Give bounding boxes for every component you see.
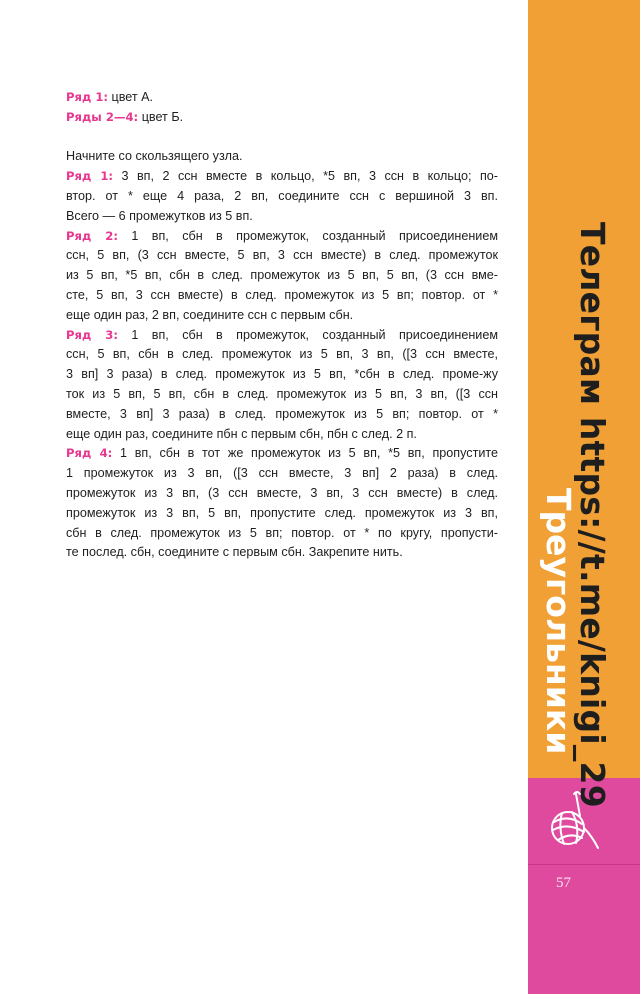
intro-rows2-4: Ряды 2—4: цвет Б. — [66, 109, 184, 124]
row3-line: Ряд 3: 1 вп, сбн в промежуток, созданный присоединением — [66, 327, 498, 342]
row4-line: промежуток из 3 вп, (3 ссн вместе, 3 вп, 3 ссн вместе) в след. — [66, 485, 498, 500]
row-label: Ряд 1: — [66, 90, 109, 104]
row-label: Ряд 4: — [66, 446, 113, 461]
row3-line: 3 вп] 3 раза) в след. промежуток из 5 вп, *сбн в след. проме-жу — [66, 367, 498, 382]
yarn-ball-hook-icon — [534, 786, 606, 858]
row2-line: ссн, 5 вп, (3 ссн вместе, 5 вп, 3 ссн вместе) в след. промежуток — [66, 248, 498, 263]
row-label: Ряды 2—4: — [66, 109, 139, 124]
row2-line: из 5 вп, *5 вп, сбн в след. промежуток из 5 вп, 5 вп, (3 ссн вме- — [66, 268, 498, 283]
start-instruction: Начните со скользящего узла. — [66, 149, 243, 164]
intro-row1: Ряд 1: цвет А. — [66, 90, 154, 104]
row4-line: 1 промежуток из 3 вп, ([3 ссн вместе, 3 вп] 2 раза) в след. — [66, 466, 498, 481]
row1-line: Ряд 1: 3 вп, 2 ссн вместе в кольцо, *5 вп, 3 ссн в кольцо; по- — [66, 169, 499, 184]
row3-line: вместе, 3 вп] 3 раза) в след. промежуток из 5 вп; повтор. от * — [66, 406, 498, 421]
row4-line: промежуток из 3 вп, 5 вп, пропустите след. промежуток из 3 вп, — [66, 505, 498, 520]
row1-line: Всего — 6 промежутков из 5 вп. — [66, 208, 253, 223]
row-label: Ряд 2: — [66, 228, 118, 243]
row-label: Ряд 3: — [66, 327, 118, 342]
row2-line: еще один раз, 2 вп, соедините ссн с первым сбн. — [66, 307, 354, 322]
pattern-text — [66, 88, 498, 563]
row2-line: Ряд 2: 1 вп, сбн в промежуток, созданный присоединением — [66, 228, 498, 243]
page-number: 57 — [556, 875, 571, 891]
row2-line: сте, 5 вп, 3 ссн вместе) в след. промежуток из 5 вп; повтор. от * — [66, 287, 498, 302]
row-label: Ряд 1: — [66, 169, 114, 184]
row3-line: ссн, 5 вп, сбн в след. промежуток из 5 вп, 3 вп, ([3 ссн вместе, — [66, 347, 498, 362]
telegram-link-text[interactable]: Телеграм https://t.me/knigi_29 — [573, 222, 612, 808]
row4-line: Ряд 4: 1 вп, сбн в тот же промежуток из 5 вп, *5 вп, пропустите — [66, 446, 499, 461]
row3-line: еще один раз, соедините пбн с первым сбн, пбн с след. 2 п. — [66, 426, 417, 441]
chapter-title: Треугольники — [539, 488, 578, 755]
sidebar-divider — [528, 864, 640, 865]
row1-line: втор. от * еще 4 раза, 2 вп, соедините ссн с вершиной 3 вп. — [66, 188, 498, 203]
row4-line: сбн в след. промежуток из 5 вп; повтор. от * по кругу, пропусти- — [66, 525, 498, 540]
row4-line: те послед. сбн, соедините с первым сбн. Закрепите нить. — [66, 545, 403, 560]
row3-line: ток из 5 вп, 5 вп, сбн в след. промежуток из 5 вп, 3 вп, ([3 ссн — [66, 386, 498, 401]
